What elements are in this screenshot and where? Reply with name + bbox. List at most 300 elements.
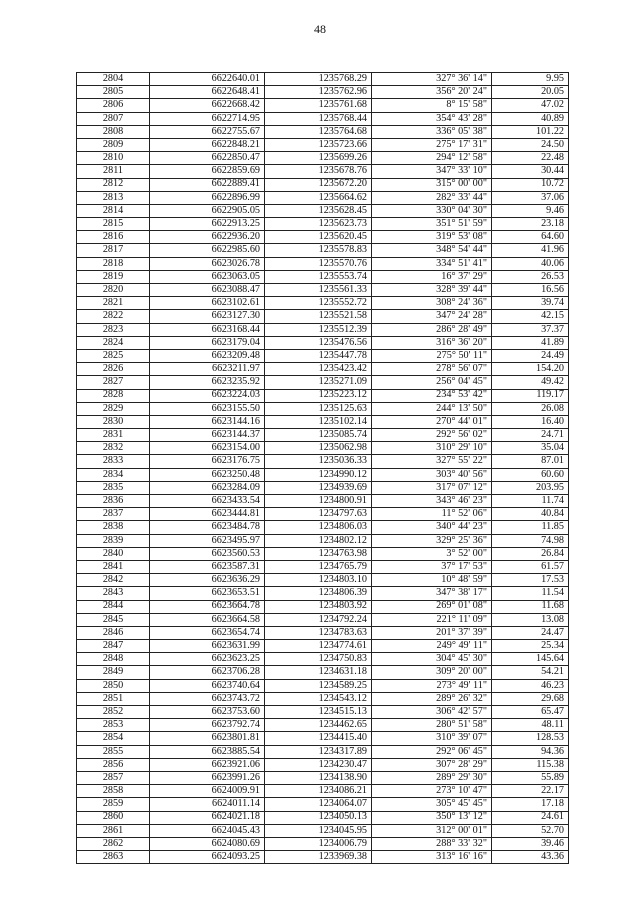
x-coordinate-cell: 6623740.64 xyxy=(150,679,265,692)
direction-angle-cell: 275° 17' 31" xyxy=(372,138,492,151)
direction-angle-cell: 292° 56' 02" xyxy=(372,429,492,442)
table-row xyxy=(77,679,569,692)
y-coordinate-cell: 1234631.18 xyxy=(265,666,372,679)
y-coordinate-cell: 1234803.92 xyxy=(265,600,372,613)
y-coordinate-cell: 1235085.74 xyxy=(265,429,372,442)
y-coordinate-cell: 1235476.56 xyxy=(265,336,372,349)
distance-cell: 16.40 xyxy=(492,415,569,428)
distance-cell: 87.01 xyxy=(492,455,569,468)
table-row xyxy=(77,429,569,442)
point-number-cell: 2832 xyxy=(77,442,150,455)
y-coordinate-cell: 1235628.45 xyxy=(265,204,372,217)
direction-angle-cell: 278° 56' 07" xyxy=(372,363,492,376)
y-coordinate-cell: 1235125.63 xyxy=(265,402,372,415)
x-coordinate-cell: 6623801.81 xyxy=(150,732,265,745)
distance-cell: 11.85 xyxy=(492,521,569,534)
table-row xyxy=(77,666,569,679)
point-number-cell: 2859 xyxy=(77,798,150,811)
distance-cell: 154.20 xyxy=(492,363,569,376)
point-number-cell: 2827 xyxy=(77,376,150,389)
y-coordinate-cell: 1235762.96 xyxy=(265,86,372,99)
x-coordinate-cell: 6623026.78 xyxy=(150,257,265,270)
direction-angle-cell: 10° 48' 59" xyxy=(372,574,492,587)
x-coordinate-cell: 6623484.78 xyxy=(150,521,265,534)
distance-cell: 74.98 xyxy=(492,534,569,547)
table-row xyxy=(77,165,569,178)
distance-cell: 115.38 xyxy=(492,758,569,771)
distance-cell: 46.23 xyxy=(492,679,569,692)
direction-angle-cell: 317° 07' 12" xyxy=(372,481,492,494)
table-row xyxy=(77,138,569,151)
point-number-cell: 2833 xyxy=(77,455,150,468)
table-row xyxy=(77,785,569,798)
direction-angle-cell: 37° 17' 53" xyxy=(372,560,492,573)
point-number-cell: 2825 xyxy=(77,349,150,362)
point-number-cell: 2816 xyxy=(77,231,150,244)
table-row xyxy=(77,244,569,257)
y-coordinate-cell: 1235578.83 xyxy=(265,244,372,257)
table-row xyxy=(77,837,569,850)
y-coordinate-cell: 1235036.33 xyxy=(265,455,372,468)
point-number-cell: 2830 xyxy=(77,415,150,428)
x-coordinate-cell: 6623921.06 xyxy=(150,758,265,771)
x-coordinate-cell: 6622714.95 xyxy=(150,112,265,125)
point-number-cell: 2862 xyxy=(77,837,150,850)
y-coordinate-cell: 1235102.14 xyxy=(265,415,372,428)
direction-angle-cell: 319° 53' 08" xyxy=(372,231,492,244)
y-coordinate-cell: 1234589.25 xyxy=(265,679,372,692)
direction-angle-cell: 343° 46' 23" xyxy=(372,495,492,508)
point-number-cell: 2823 xyxy=(77,323,150,336)
x-coordinate-cell: 6623560.53 xyxy=(150,547,265,560)
table-row xyxy=(77,415,569,428)
distance-cell: 26.08 xyxy=(492,402,569,415)
y-coordinate-cell: 1234802.12 xyxy=(265,534,372,547)
distance-cell: 13.08 xyxy=(492,613,569,626)
point-number-cell: 2857 xyxy=(77,771,150,784)
table-row xyxy=(77,706,569,719)
y-coordinate-cell: 1235062.98 xyxy=(265,442,372,455)
table-row xyxy=(77,257,569,270)
direction-angle-cell: 286° 28' 49" xyxy=(372,323,492,336)
direction-angle-cell: 356° 20' 24" xyxy=(372,86,492,99)
y-coordinate-cell: 1234317.89 xyxy=(265,745,372,758)
table-row xyxy=(77,191,569,204)
point-number-cell: 2837 xyxy=(77,508,150,521)
point-number-cell: 2804 xyxy=(77,73,150,86)
point-number-cell: 2814 xyxy=(77,204,150,217)
x-coordinate-cell: 6622896.99 xyxy=(150,191,265,204)
point-number-cell: 2818 xyxy=(77,257,150,270)
y-coordinate-cell: 1235561.33 xyxy=(265,284,372,297)
distance-cell: 60.60 xyxy=(492,468,569,481)
direction-angle-cell: 8° 15' 58" xyxy=(372,99,492,112)
table-row xyxy=(77,640,569,653)
x-coordinate-cell: 6623495.97 xyxy=(150,534,265,547)
table-row xyxy=(77,125,569,138)
y-coordinate-cell: 1234064.07 xyxy=(265,798,372,811)
y-coordinate-cell: 1234806.03 xyxy=(265,521,372,534)
table-row xyxy=(77,389,569,402)
table-row xyxy=(77,481,569,494)
direction-angle-cell: 275° 50' 11" xyxy=(372,349,492,362)
distance-cell: 24.47 xyxy=(492,626,569,639)
distance-cell: 54.21 xyxy=(492,666,569,679)
y-coordinate-cell: 1235723.66 xyxy=(265,138,372,151)
point-number-cell: 2822 xyxy=(77,310,150,323)
direction-angle-cell: 340° 44' 23" xyxy=(372,521,492,534)
y-coordinate-cell: 1235678.76 xyxy=(265,165,372,178)
y-coordinate-cell: 1234230.47 xyxy=(265,758,372,771)
x-coordinate-cell: 6623653.51 xyxy=(150,587,265,600)
y-coordinate-cell: 1234765.79 xyxy=(265,560,372,573)
point-number-cell: 2843 xyxy=(77,587,150,600)
point-number-cell: 2820 xyxy=(77,284,150,297)
point-number-cell: 2812 xyxy=(77,178,150,191)
distance-cell: 52.70 xyxy=(492,824,569,837)
x-coordinate-cell: 6622648.41 xyxy=(150,86,265,99)
x-coordinate-cell: 6623623.25 xyxy=(150,653,265,666)
distance-cell: 128.53 xyxy=(492,732,569,745)
distance-cell: 145.64 xyxy=(492,653,569,666)
table-row xyxy=(77,152,569,165)
direction-angle-cell: 221° 11' 09" xyxy=(372,613,492,626)
x-coordinate-cell: 6623631.99 xyxy=(150,640,265,653)
table-row xyxy=(77,297,569,310)
x-coordinate-cell: 6624045.43 xyxy=(150,824,265,837)
distance-cell: 49.42 xyxy=(492,376,569,389)
table-row xyxy=(77,626,569,639)
table-row xyxy=(77,811,569,824)
y-coordinate-cell: 1234783.63 xyxy=(265,626,372,639)
y-coordinate-cell: 1234763.98 xyxy=(265,547,372,560)
y-coordinate-cell: 1235512.39 xyxy=(265,323,372,336)
table-row xyxy=(77,758,569,771)
table-row xyxy=(77,574,569,587)
table-row xyxy=(77,613,569,626)
table-row xyxy=(77,455,569,468)
direction-angle-cell: 315° 00' 00" xyxy=(372,178,492,191)
coordinates-table-body xyxy=(77,73,569,864)
y-coordinate-cell: 1235552.72 xyxy=(265,297,372,310)
table-row xyxy=(77,270,569,283)
table-row xyxy=(77,99,569,112)
y-coordinate-cell: 1235620.45 xyxy=(265,231,372,244)
distance-cell: 24.50 xyxy=(492,138,569,151)
distance-cell: 40.06 xyxy=(492,257,569,270)
x-coordinate-cell: 6622905.05 xyxy=(150,204,265,217)
direction-angle-cell: 354° 43' 28" xyxy=(372,112,492,125)
point-number-cell: 2855 xyxy=(77,745,150,758)
x-coordinate-cell: 6622936.20 xyxy=(150,231,265,244)
y-coordinate-cell: 1234803.10 xyxy=(265,574,372,587)
y-coordinate-cell: 1234797.63 xyxy=(265,508,372,521)
table-row xyxy=(77,73,569,86)
point-number-cell: 2815 xyxy=(77,218,150,231)
x-coordinate-cell: 6623664.78 xyxy=(150,600,265,613)
distance-cell: 16.56 xyxy=(492,284,569,297)
distance-cell: 35.04 xyxy=(492,442,569,455)
point-number-cell: 2863 xyxy=(77,851,150,864)
table-row xyxy=(77,402,569,415)
table-row xyxy=(77,336,569,349)
distance-cell: 22.48 xyxy=(492,152,569,165)
point-number-cell: 2828 xyxy=(77,389,150,402)
table-row xyxy=(77,587,569,600)
point-number-cell: 2834 xyxy=(77,468,150,481)
direction-angle-cell: 334° 51' 41" xyxy=(372,257,492,270)
direction-angle-cell: 310° 39' 07" xyxy=(372,732,492,745)
table-row xyxy=(77,86,569,99)
direction-angle-cell: 312° 00' 01" xyxy=(372,824,492,837)
point-number-cell: 2840 xyxy=(77,547,150,560)
point-number-cell: 2850 xyxy=(77,679,150,692)
table-row xyxy=(77,719,569,732)
table-row xyxy=(77,798,569,811)
distance-cell: 10.72 xyxy=(492,178,569,191)
distance-cell: 30.44 xyxy=(492,165,569,178)
distance-cell: 20.05 xyxy=(492,86,569,99)
point-number-cell: 2831 xyxy=(77,429,150,442)
direction-angle-cell: 289° 26' 32" xyxy=(372,692,492,705)
y-coordinate-cell: 1234800.91 xyxy=(265,495,372,508)
distance-cell: 47.02 xyxy=(492,99,569,112)
table-row xyxy=(77,204,569,217)
y-coordinate-cell: 1234006.79 xyxy=(265,837,372,850)
direction-angle-cell: 3° 52' 00" xyxy=(372,547,492,560)
point-number-cell: 2846 xyxy=(77,626,150,639)
point-number-cell: 2826 xyxy=(77,363,150,376)
direction-angle-cell: 350° 13' 12" xyxy=(372,811,492,824)
point-number-cell: 2806 xyxy=(77,99,150,112)
direction-angle-cell: 347° 33' 10" xyxy=(372,165,492,178)
table-row xyxy=(77,732,569,745)
direction-angle-cell: 16° 37' 29" xyxy=(372,270,492,283)
direction-angle-cell: 336° 05' 38" xyxy=(372,125,492,138)
point-number-cell: 2829 xyxy=(77,402,150,415)
table-row xyxy=(77,323,569,336)
direction-angle-cell: 292° 06' 45" xyxy=(372,745,492,758)
table-row xyxy=(77,349,569,362)
x-coordinate-cell: 6624011.14 xyxy=(150,798,265,811)
direction-angle-cell: 330° 04' 30" xyxy=(372,204,492,217)
page-number: 48 xyxy=(314,22,326,36)
y-coordinate-cell: 1235570.76 xyxy=(265,257,372,270)
distance-cell: 23.18 xyxy=(492,218,569,231)
point-number-cell: 2853 xyxy=(77,719,150,732)
y-coordinate-cell: 1234138.90 xyxy=(265,771,372,784)
x-coordinate-cell: 6623127.30 xyxy=(150,310,265,323)
point-number-cell: 2856 xyxy=(77,758,150,771)
point-number-cell: 2854 xyxy=(77,732,150,745)
x-coordinate-cell: 6624093.25 xyxy=(150,851,265,864)
direction-angle-cell: 294° 12' 58" xyxy=(372,152,492,165)
y-coordinate-cell: 1234990.12 xyxy=(265,468,372,481)
y-coordinate-cell: 1235623.73 xyxy=(265,218,372,231)
distance-cell: 22.17 xyxy=(492,785,569,798)
table-row xyxy=(77,560,569,573)
x-coordinate-cell: 6623179.04 xyxy=(150,336,265,349)
y-coordinate-cell: 1235447.78 xyxy=(265,349,372,362)
point-number-cell: 2824 xyxy=(77,336,150,349)
table-row xyxy=(77,824,569,837)
distance-cell: 24.61 xyxy=(492,811,569,824)
x-coordinate-cell: 6622848.21 xyxy=(150,138,265,151)
x-coordinate-cell: 6623209.48 xyxy=(150,349,265,362)
point-number-cell: 2858 xyxy=(77,785,150,798)
direction-angle-cell: 348° 54' 44" xyxy=(372,244,492,257)
distance-cell: 39.46 xyxy=(492,837,569,850)
distance-cell: 55.89 xyxy=(492,771,569,784)
distance-cell: 11.74 xyxy=(492,495,569,508)
y-coordinate-cell: 1235271.09 xyxy=(265,376,372,389)
y-coordinate-cell: 1234515.13 xyxy=(265,706,372,719)
x-coordinate-cell: 6622913.25 xyxy=(150,218,265,231)
distance-cell: 64.60 xyxy=(492,231,569,244)
y-coordinate-cell: 1234792.24 xyxy=(265,613,372,626)
direction-angle-cell: 328° 39' 44" xyxy=(372,284,492,297)
direction-angle-cell: 313° 16' 16" xyxy=(372,851,492,864)
x-coordinate-cell: 6623885.54 xyxy=(150,745,265,758)
distance-cell: 40.89 xyxy=(492,112,569,125)
x-coordinate-cell: 6623250.48 xyxy=(150,468,265,481)
distance-cell: 94.36 xyxy=(492,745,569,758)
x-coordinate-cell: 6623284.09 xyxy=(150,481,265,494)
direction-angle-cell: 347° 24' 28" xyxy=(372,310,492,323)
direction-angle-cell: 273° 10' 47" xyxy=(372,785,492,798)
table-row xyxy=(77,231,569,244)
table-row xyxy=(77,534,569,547)
x-coordinate-cell: 6622755.67 xyxy=(150,125,265,138)
x-coordinate-cell: 6624021.18 xyxy=(150,811,265,824)
x-coordinate-cell: 6623587.31 xyxy=(150,560,265,573)
y-coordinate-cell: 1234750.83 xyxy=(265,653,372,666)
distance-cell: 29.68 xyxy=(492,692,569,705)
table-row xyxy=(77,284,569,297)
point-number-cell: 2835 xyxy=(77,481,150,494)
point-number-cell: 2852 xyxy=(77,706,150,719)
point-number-cell: 2817 xyxy=(77,244,150,257)
direction-angle-cell: 327° 55' 22" xyxy=(372,455,492,468)
direction-angle-cell: 308° 24' 36" xyxy=(372,297,492,310)
direction-angle-cell: 347° 38' 17" xyxy=(372,587,492,600)
distance-cell: 41.89 xyxy=(492,336,569,349)
point-number-cell: 2810 xyxy=(77,152,150,165)
point-number-cell: 2851 xyxy=(77,692,150,705)
point-number-cell: 2809 xyxy=(77,138,150,151)
y-coordinate-cell: 1234939.69 xyxy=(265,481,372,494)
table-row xyxy=(77,112,569,125)
direction-angle-cell: 249° 49' 11" xyxy=(372,640,492,653)
x-coordinate-cell: 6622985.60 xyxy=(150,244,265,257)
distance-cell: 17.18 xyxy=(492,798,569,811)
y-coordinate-cell: 1235764.68 xyxy=(265,125,372,138)
y-coordinate-cell: 1235768.29 xyxy=(265,73,372,86)
direction-angle-cell: 305° 45' 45" xyxy=(372,798,492,811)
table-row xyxy=(77,547,569,560)
y-coordinate-cell: 1234050.13 xyxy=(265,811,372,824)
point-number-cell: 2861 xyxy=(77,824,150,837)
table-row xyxy=(77,178,569,191)
y-coordinate-cell: 1234543.12 xyxy=(265,692,372,705)
point-number-cell: 2805 xyxy=(77,86,150,99)
distance-cell: 37.06 xyxy=(492,191,569,204)
x-coordinate-cell: 6622640.01 xyxy=(150,73,265,86)
point-number-cell: 2807 xyxy=(77,112,150,125)
distance-cell: 40.84 xyxy=(492,508,569,521)
direction-angle-cell: 316° 36' 20" xyxy=(372,336,492,349)
y-coordinate-cell: 1234774.61 xyxy=(265,640,372,653)
table-row xyxy=(77,745,569,758)
x-coordinate-cell: 6623433.54 xyxy=(150,495,265,508)
point-number-cell: 2808 xyxy=(77,125,150,138)
x-coordinate-cell: 6623168.44 xyxy=(150,323,265,336)
x-coordinate-cell: 6624009.91 xyxy=(150,785,265,798)
x-coordinate-cell: 6623235.92 xyxy=(150,376,265,389)
point-number-cell: 2811 xyxy=(77,165,150,178)
distance-cell: 26.84 xyxy=(492,547,569,560)
table-row xyxy=(77,600,569,613)
distance-cell: 11.68 xyxy=(492,600,569,613)
y-coordinate-cell: 1233969.38 xyxy=(265,851,372,864)
direction-angle-cell: 306° 42' 57" xyxy=(372,706,492,719)
point-number-cell: 2819 xyxy=(77,270,150,283)
y-coordinate-cell: 1235553.74 xyxy=(265,270,372,283)
distance-cell: 61.57 xyxy=(492,560,569,573)
distance-cell: 65.47 xyxy=(492,706,569,719)
distance-cell: 37.37 xyxy=(492,323,569,336)
point-number-cell: 2841 xyxy=(77,560,150,573)
y-coordinate-cell: 1234806.39 xyxy=(265,587,372,600)
x-coordinate-cell: 6623102.61 xyxy=(150,297,265,310)
distance-cell: 203.95 xyxy=(492,481,569,494)
point-number-cell: 2844 xyxy=(77,600,150,613)
x-coordinate-cell: 6623991.26 xyxy=(150,771,265,784)
point-number-cell: 2845 xyxy=(77,613,150,626)
x-coordinate-cell: 6623211.97 xyxy=(150,363,265,376)
distance-cell: 9.95 xyxy=(492,73,569,86)
x-coordinate-cell: 6623654.74 xyxy=(150,626,265,639)
y-coordinate-cell: 1235521.58 xyxy=(265,310,372,323)
table-row xyxy=(77,310,569,323)
direction-angle-cell: 11° 52' 06" xyxy=(372,508,492,521)
y-coordinate-cell: 1234415.40 xyxy=(265,732,372,745)
direction-angle-cell: 201° 37' 39" xyxy=(372,626,492,639)
point-number-cell: 2836 xyxy=(77,495,150,508)
y-coordinate-cell: 1235768.44 xyxy=(265,112,372,125)
distance-cell: 119.17 xyxy=(492,389,569,402)
direction-angle-cell: 327° 36' 14" xyxy=(372,73,492,86)
x-coordinate-cell: 6623224.03 xyxy=(150,389,265,402)
direction-angle-cell: 269° 01' 08" xyxy=(372,600,492,613)
distance-cell: 24.71 xyxy=(492,429,569,442)
y-coordinate-cell: 1235761.68 xyxy=(265,99,372,112)
distance-cell: 25.34 xyxy=(492,640,569,653)
y-coordinate-cell: 1234462.65 xyxy=(265,719,372,732)
direction-angle-cell: 288° 33' 32" xyxy=(372,837,492,850)
x-coordinate-cell: 6623176.75 xyxy=(150,455,265,468)
coordinates-table xyxy=(76,72,569,864)
direction-angle-cell: 310° 29' 10" xyxy=(372,442,492,455)
table-row xyxy=(77,495,569,508)
x-coordinate-cell: 6623636.29 xyxy=(150,574,265,587)
x-coordinate-cell: 6623743.72 xyxy=(150,692,265,705)
direction-angle-cell: 270° 44' 01" xyxy=(372,415,492,428)
x-coordinate-cell: 6622668.42 xyxy=(150,99,265,112)
x-coordinate-cell: 6623154.00 xyxy=(150,442,265,455)
x-coordinate-cell: 6622889.41 xyxy=(150,178,265,191)
distance-cell: 11.54 xyxy=(492,587,569,600)
